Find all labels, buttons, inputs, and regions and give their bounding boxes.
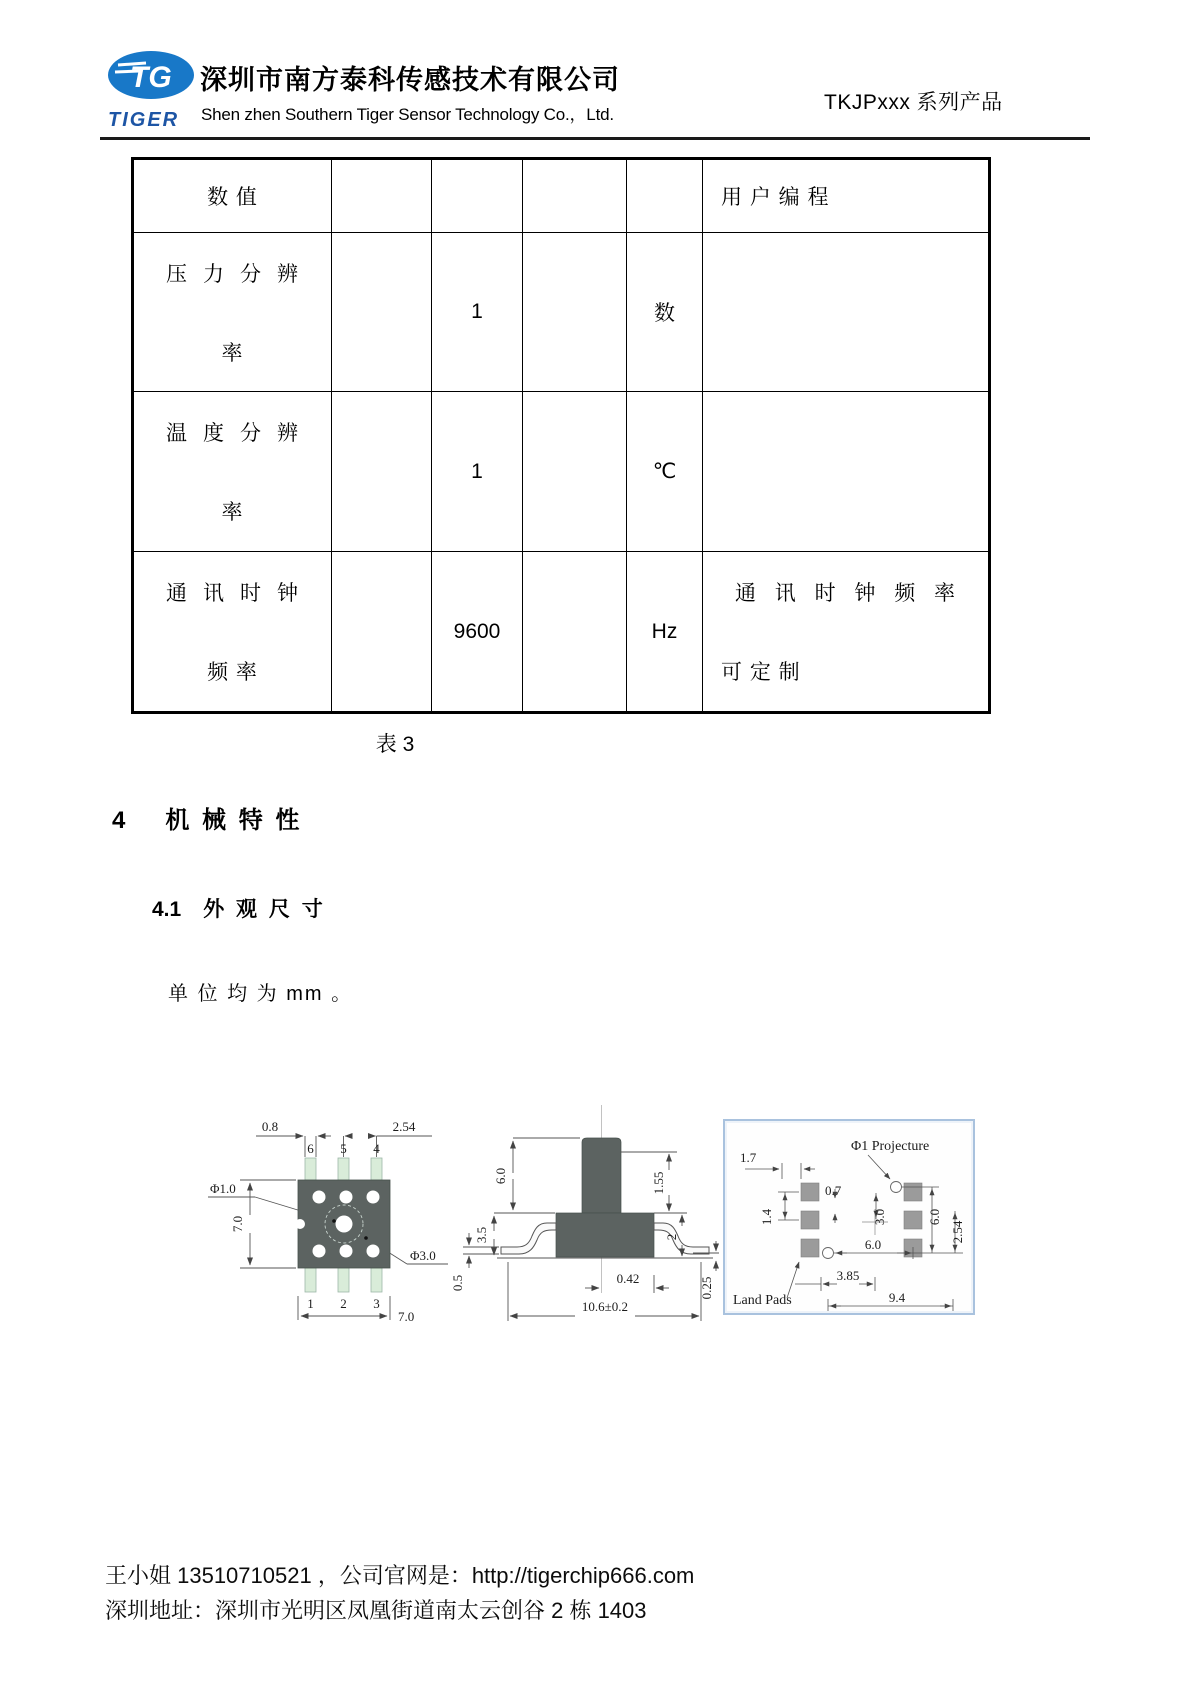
cell-value (432, 552, 523, 713)
param-label: 数 值 (207, 186, 258, 209)
cell-remark (703, 233, 990, 392)
top-view-drawing (200, 1100, 450, 1325)
dim-label: 0.42 (616, 1271, 640, 1286)
param-label-line1: 压 力 分 辨 (166, 262, 299, 286)
section-number: 4 (112, 807, 126, 834)
dim-label: 1.7 (740, 1150, 757, 1165)
cell-unit (627, 233, 703, 392)
pressure-port (582, 1138, 621, 1213)
header-divider (100, 137, 1090, 140)
param-label-line2: 频 率 (207, 661, 258, 685)
dim-label: 0.8 (261, 1119, 279, 1134)
cell-empty (523, 233, 627, 392)
section-title: 机 械 特 性 (165, 807, 303, 834)
unit-text: ℃ (652, 460, 677, 483)
unit-note: 单 位 均 为 mm 。 (168, 983, 354, 1005)
cell-value (432, 159, 523, 233)
subsection-number: 4.1 (152, 898, 182, 921)
tiger-logo-icon (106, 50, 196, 102)
cell-empty (523, 159, 627, 233)
remark-line2: 可 定 制 (721, 661, 801, 685)
company-logo (106, 50, 198, 132)
cell-unit (627, 392, 703, 552)
logo-monogram: TG (130, 61, 172, 94)
side-view-drawing (435, 1095, 720, 1325)
section-heading (112, 800, 302, 835)
dim-label: 0.25 (699, 1276, 714, 1300)
dim-label: Φ1.0 (210, 1181, 236, 1196)
cell-value (432, 233, 523, 392)
cell-remark (703, 159, 990, 233)
dim-label: 3.0 (872, 1208, 887, 1226)
table-row (133, 552, 990, 713)
value-text: 1 (471, 300, 483, 323)
page-footer (105, 1558, 694, 1628)
dim-label: 0.7 (825, 1183, 842, 1198)
param-label-line1: 通 讯 时 钟 (166, 581, 299, 605)
dim-label: 0.5 (450, 1274, 465, 1292)
table-row (133, 392, 990, 552)
pin-number: 6 (307, 1141, 314, 1156)
dim-label: 6.0 (927, 1208, 942, 1226)
dim-label: 7.0 (230, 1215, 245, 1233)
dim-label: 6.0 (864, 1237, 882, 1252)
cell-value (432, 392, 523, 552)
company-name-cn: 深圳市南方泰科传感技术有限公司 (200, 65, 620, 95)
land-pad-squares (801, 1183, 922, 1257)
dim-label: 1.55 (651, 1171, 666, 1195)
dim-label: 9.4 (888, 1290, 906, 1305)
cell-unit (627, 552, 703, 713)
pin-number: 4 (373, 1141, 380, 1156)
cell-empty (332, 159, 432, 233)
product-series: TKJPxxx 系列产品 (824, 91, 1003, 114)
sensor-body-side (556, 1213, 654, 1257)
cell-empty (332, 552, 432, 713)
dim-label: 10.6±0.2 (581, 1299, 629, 1314)
dim-label: 3.85 (836, 1268, 860, 1283)
subsection-title: 外 观 尺 寸 (203, 898, 326, 921)
unit-text: 数 (654, 302, 675, 325)
value-text: 9600 (453, 619, 501, 643)
table-caption: 表 3 (375, 733, 415, 756)
table-row (133, 233, 990, 392)
param-label-line1: 温 度 分 辨 (166, 421, 299, 445)
cell-empty (332, 233, 432, 392)
spec-table (131, 157, 991, 714)
dim-label: 2 (664, 1233, 679, 1241)
pin-number: 3 (373, 1296, 380, 1311)
dim-label: 7.0 (398, 1309, 415, 1324)
dim-label: 2.54 (950, 1220, 965, 1244)
pin-number: 2 (340, 1296, 347, 1311)
footer-contact: 王小姐 13510710521 ，公司官网是：http://tigerchip666.com (105, 1563, 695, 1588)
dim-label: Φ3.0 (410, 1248, 436, 1263)
unit-text: Hz (651, 619, 678, 643)
dim-label: 6.0 (493, 1167, 508, 1185)
cell-param (133, 552, 332, 713)
land-pads-drawing (723, 1119, 975, 1315)
footer-address: 深圳地址：深圳市光明区凤凰街道南太云创谷 2 栋 1403 (105, 1598, 647, 1623)
remark-line1: 通 讯 时 钟 频 率 (735, 581, 956, 605)
cell-remark (703, 552, 990, 713)
land-pads-label: Land Pads (733, 1293, 792, 1308)
cell-empty (523, 552, 627, 713)
cell-unit (627, 159, 703, 233)
pin-number: 1 (307, 1296, 314, 1311)
param-label-line2: 率 (221, 341, 244, 365)
projection-hole (823, 1248, 834, 1259)
param-label-line2: 率 (221, 501, 244, 525)
cell-remark (703, 392, 990, 552)
subsection-heading (152, 893, 326, 923)
logo-brand-text: TIGER (108, 109, 180, 131)
projecture-label: Φ1 Projecture (851, 1139, 930, 1154)
table-row (133, 159, 990, 233)
pin-number: 5 (340, 1141, 347, 1156)
cell-param (133, 233, 332, 392)
cell-param (133, 392, 332, 552)
cell-empty (332, 392, 432, 552)
cell-param (133, 159, 332, 233)
company-name-en: Shen zhen Southern Tiger Sensor Technology Co.，Ltd. (201, 105, 614, 124)
remark-text: 用 户 编 程 (721, 186, 830, 209)
dim-label: 2.54 (392, 1119, 416, 1134)
dim-label: 1.4 (759, 1208, 774, 1226)
value-text: 1 (471, 459, 483, 483)
projection-hole (891, 1182, 902, 1193)
dim-label: 3.5 (474, 1226, 489, 1244)
cell-empty (523, 392, 627, 552)
